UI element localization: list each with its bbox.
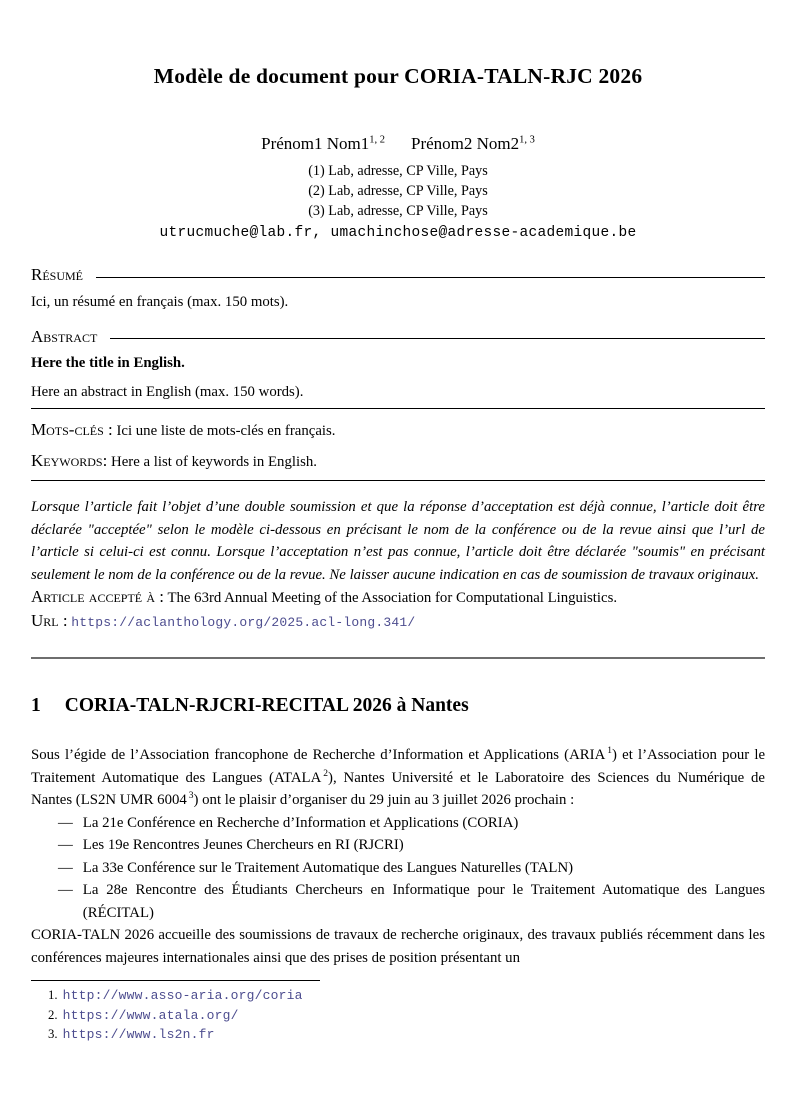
affiliation-1: (1) Lab, adresse, CP Ville, Pays xyxy=(308,163,488,179)
motscles-label: Mots-clés : xyxy=(31,420,113,439)
footnote-1-url-link[interactable]: http://www.asso-aria.org/coria xyxy=(62,988,303,1003)
resume-rule xyxy=(96,277,765,278)
dash-bullet: — xyxy=(58,814,73,831)
footnote-ref-3[interactable]: 3 xyxy=(188,791,194,802)
footnote-3-number: 3. xyxy=(48,1027,58,1041)
footnote-1 xyxy=(31,986,765,1006)
author-2 xyxy=(411,134,535,153)
accepted-label: Article accepté à : xyxy=(31,587,165,606)
list-item-text: Les 19e Rencontres Jeunes Chercheurs en RI (RJCRI) xyxy=(82,837,404,853)
author-1-name: Prénom1 Nom1 xyxy=(261,134,370,153)
keywords-label: Keywords: xyxy=(31,451,108,470)
list-item-text: La 28e Rencontre des Étudiants Chercheurs en Informatique pour le Traitement Automatique des Langues (RÉCITAL) xyxy=(82,882,765,921)
abstract-block-end-rule xyxy=(31,480,765,481)
section-1-heading xyxy=(31,695,765,717)
affiliation-2: (2) Lab, adresse, CP Ville, Pays xyxy=(308,183,488,199)
list-item-text: La 33e Conférence sur le Traitement Automatique des Langues Naturelles (TALN) xyxy=(82,859,574,876)
author-2-affil-sup: 1, 3 xyxy=(519,134,535,146)
accepted-venue: The 63rd Annual Meeting of the Association for Computational Linguistics. xyxy=(164,590,618,606)
dash-bullet: — xyxy=(58,837,73,853)
list-item xyxy=(31,834,765,857)
accepted-line xyxy=(31,586,765,610)
page-title: Modèle de document pour CORIA-TALN-RJC 2026 xyxy=(153,64,643,88)
resume-text: Ici, un résumé en français (max. 150 mots). xyxy=(31,294,289,310)
section-1-closing-paragraph: CORIA-TALN 2026 accueille des soumissions de travaux de recherche originaux, des travaux publiés récemment dans les conférences majeures internationales ainsi que des prises de position présentant un xyxy=(31,927,765,966)
section-1-number: 1 xyxy=(31,695,41,716)
dash-bullet: — xyxy=(58,859,73,876)
author-2-name: Prénom2 Nom2 xyxy=(411,134,520,153)
affiliations xyxy=(31,161,765,221)
author-emails: utrucmuche@lab.fr, umachinchose@adresse-academique.be xyxy=(159,225,637,241)
english-title: Here the title in English. xyxy=(31,354,185,371)
list-item-text: La 21e Conférence en Recherche d’Information et Applications (CORIA) xyxy=(82,814,519,831)
resume-header xyxy=(31,265,765,285)
authors-line xyxy=(31,134,765,154)
abstract-header xyxy=(31,327,765,347)
intro-part-4: ) ont le plaisir d’organiser du 29 juin au 3 juillet 2026 prochain : xyxy=(193,792,575,808)
footnote-separator-rule xyxy=(31,980,320,981)
conference-list xyxy=(31,812,765,925)
footnote-2 xyxy=(31,1006,765,1026)
dash-bullet: — xyxy=(58,882,73,898)
footnote-2-number: 2. xyxy=(48,1007,58,1022)
intro-part-3: ), Nantes Université et le Laboratoire des Sciences du Numérique de Nantes (LS2N UMR 6004 xyxy=(31,769,765,808)
footnotes xyxy=(31,986,765,1045)
url-line xyxy=(31,610,765,635)
double-submission-notice: Lorsque l’article fait l’objet d’une double soumission et que la réponse d’acceptation est déjà connue, l’article doit être déclarée "acceptée" selon le modèle ci-dessous en précisant le nom de la conférence ou de la revue ainsi que l’url de l’article si celui-ci est connu. Lorsque l’acceptation n’est pas connue, l’article doit être déclarée "soumis" en précisant seulement le nom de la conférence ou de la revue. Ne laisser aucune indication en cas de soumission de travaux originaux. xyxy=(31,499,765,583)
footnote-2-url-link[interactable]: https://www.atala.org/ xyxy=(62,1007,239,1023)
section-1-title: CORIA-TALN-RJCRI-RECITAL 2026 à Nantes xyxy=(64,695,469,716)
front-matter-end-rule xyxy=(31,657,765,659)
keywords-text: Here a list of keywords in English. xyxy=(107,454,317,470)
motscles-text: Ici une liste de mots-clés en français. xyxy=(112,423,336,439)
author-1-affil-sup: 1, 2 xyxy=(369,134,385,146)
abstract-rule xyxy=(110,338,765,339)
footnote-3-url-link[interactable]: https://www.ls2n.fr xyxy=(62,1027,215,1042)
acceptance-url-link[interactable]: https://aclanthology.org/2025.acl-long.341/ xyxy=(71,614,416,630)
url-label: Url : xyxy=(31,610,68,630)
section-1-intro-paragraph xyxy=(31,744,765,812)
author-1 xyxy=(261,134,385,153)
abstract-label: Abstract xyxy=(31,326,98,346)
resume-label: Résumé xyxy=(31,265,84,284)
footnote-ref-1[interactable]: 1 xyxy=(607,746,613,757)
english-abstract: Here an abstract in English (max. 150 words). xyxy=(31,381,765,410)
footnote-1-number: 1. xyxy=(48,988,58,1002)
footnote-3 xyxy=(31,1025,765,1045)
list-item xyxy=(31,879,765,924)
footnote-ref-2[interactable]: 2 xyxy=(323,768,329,779)
list-item xyxy=(31,857,765,880)
motscles-line xyxy=(31,420,765,440)
intro-part-2: ) et l’Association pour le Traitement Automatique des Langues (ATALA xyxy=(31,747,766,786)
keywords-line xyxy=(31,451,765,471)
list-item xyxy=(31,812,765,835)
intro-part-1: Sous l’égide de l’Association francophone de Recherche d’Information et Applications (ARIA xyxy=(31,747,606,763)
affiliation-3: (3) Lab, adresse, CP Ville, Pays xyxy=(308,203,488,219)
